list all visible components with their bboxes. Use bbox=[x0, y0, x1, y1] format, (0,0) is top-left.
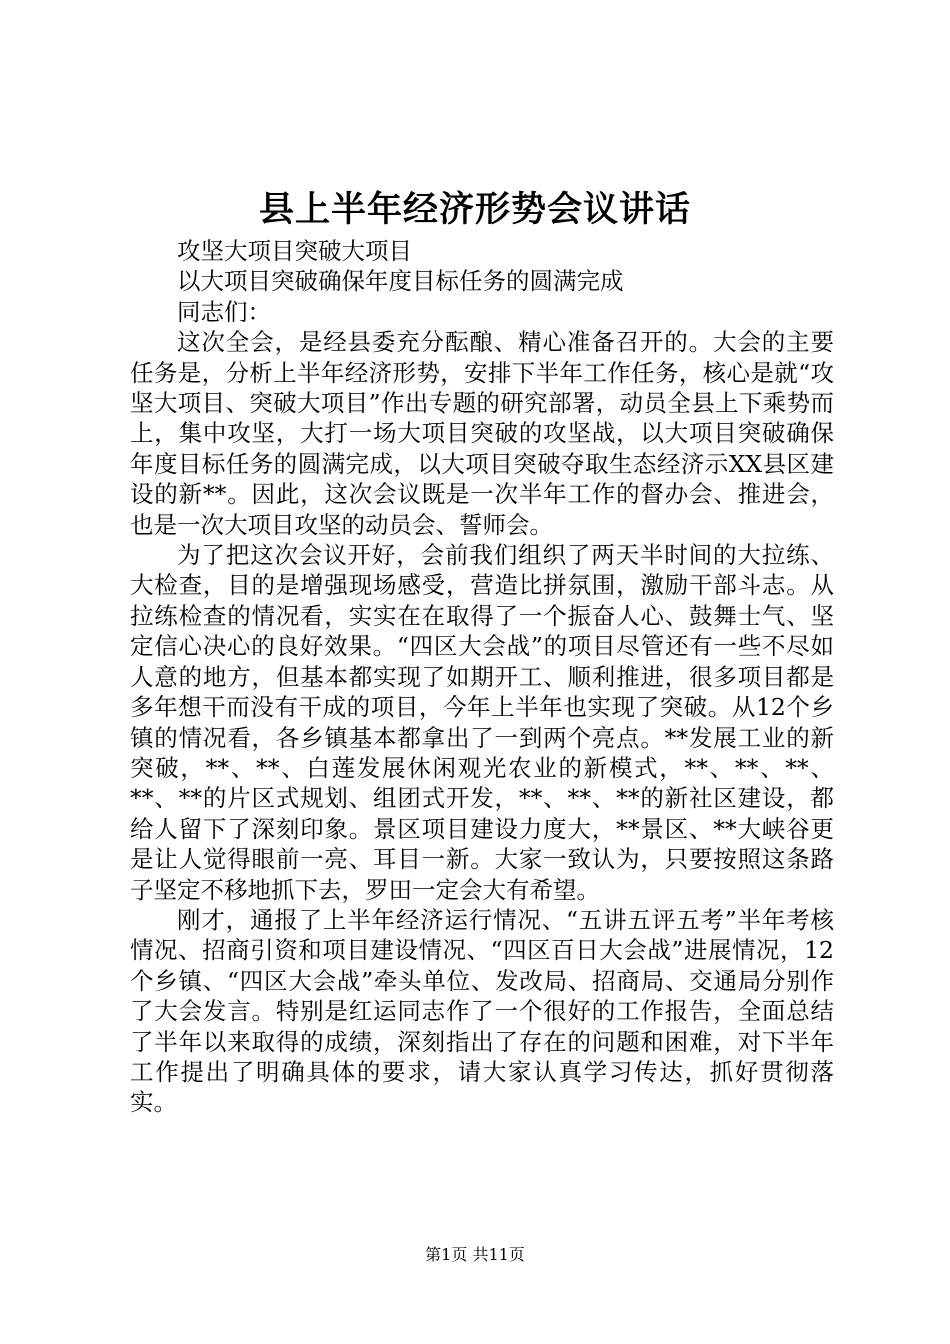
paragraph-3: 刚才，通报了上半年经济运行情况、“五讲五评五考”半年考核情况、招商引资和项目建设情况、“四区百日大会战”进展情况，12个乡镇、“四区大会战”牵头单位、发改局、招商局、交通局分别作了大会发言。特别是红运同志作了一个很好的工作报告，全面总结了半年以来取得的成绩，深刻指出了存在的问题和困难，对下半年工作提出了明确具体的要求，请大家认真学习传达，抓好贯彻落实。 bbox=[130, 905, 834, 1117]
salutation: 同志们： bbox=[177, 297, 271, 326]
subtitle-line-2: 以大项目突破确保年度目标任务的圆满完成 bbox=[177, 267, 624, 296]
paragraph-1: 这次全会，是经县委充分酝酿、精心准备召开的。大会的主要任务是，分析上半年经济形势，安排下半年工作任务，核心是就“攻坚大项目、突破大项目”作出专题的研究部署，动员全县上下乘势而上，集中攻坚，大打一场大项目突破的攻坚战，以大项目突破确保年度目标任务的圆满完成，以大项目突破夺取生态经济示XX县区建设的新**。因此，这次会议既是一次半年工作的督办会、推进会，也是一次大项目攻坚的动员会、誓师会。 bbox=[130, 328, 834, 539]
document-body bbox=[130, 236, 834, 1118]
paragraph-2: 为了把这次会议开好，会前我们组织了两天半时间的大拉练、大检查，目的是增强现场感受，营造比拼氛围，激励干部斗志。从拉练检查的情况看，实实在在取得了一个振奋人心、鼓舞士气、坚定信心决心的良好效果。“四区大会战”的项目尽管还有一些不尽如人意的地方，但基本都实现了如期开工、顺利推进，很多项目都是多年想干而没有干成的项目，今年上半年也实现了突破。从12个乡镇的情况看，各乡镇基本都拿出了一到两个亮点。**发展工业的新突破，**、**、白莲发展休闲观光农业的新模式，**、**、**、**、**的片区式规划、组团式开发，**、**、**的新社区建设，都给人留下了深刻印象。景区项目建设力度大，**景区、**大峡谷更是让人觉得眼前一亮、耳目一新。大家一致认为，只要按照这条路子坚定不移地抓下去，罗田一定会大有希望。 bbox=[130, 541, 834, 904]
page-number-footer: 第1页 共11页 bbox=[425, 1245, 525, 1264]
subtitle-line-1: 攻坚大项目突破大项目 bbox=[177, 237, 412, 265]
document-title: 县上半年经济形势会议讲话 bbox=[258, 189, 691, 230]
